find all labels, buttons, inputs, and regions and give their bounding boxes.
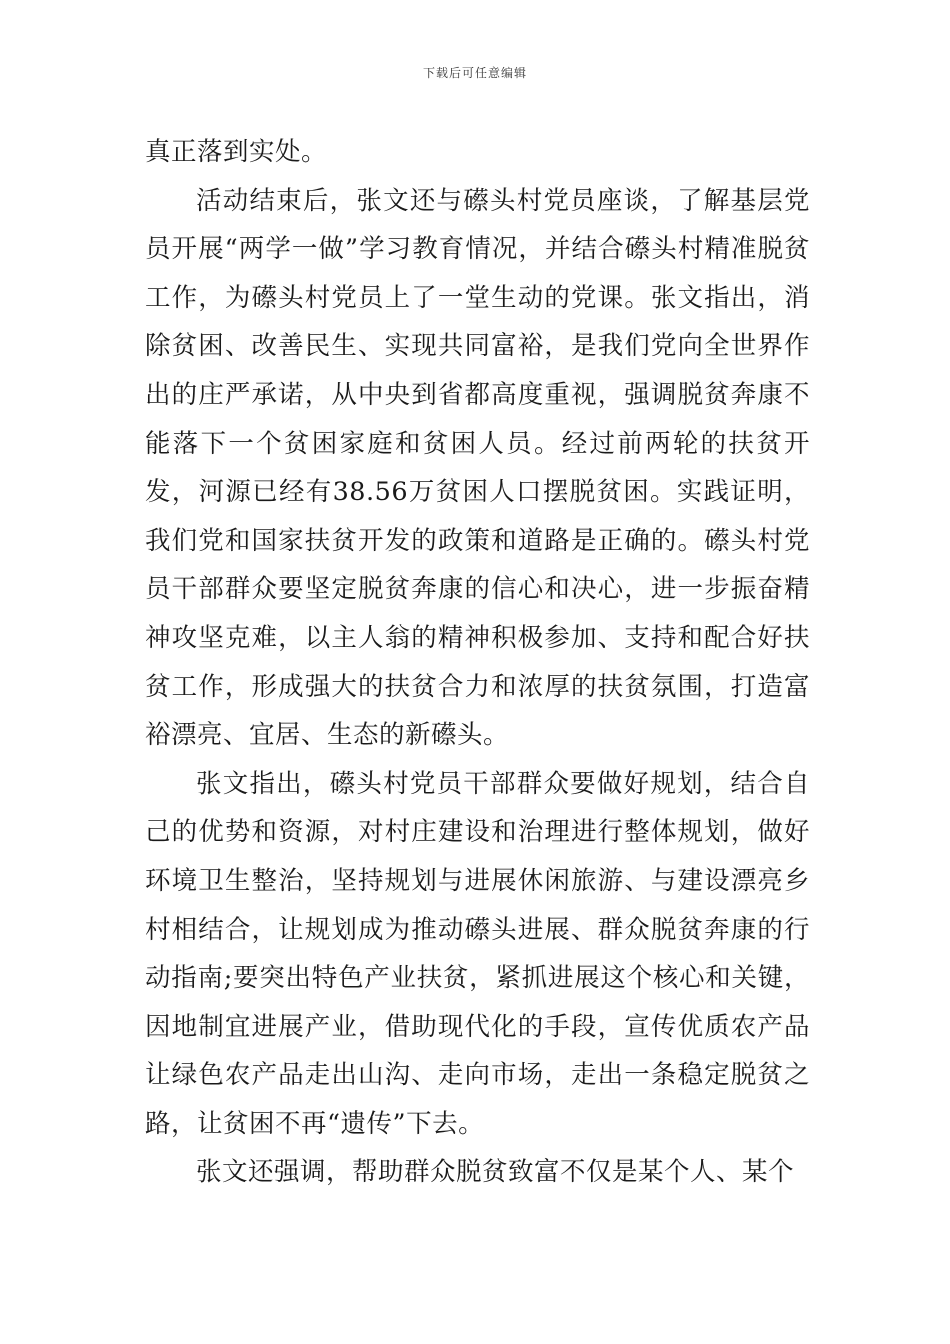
paragraph-continuation: 真正落到实处。 [145,137,328,167]
paragraph: 张文指出，礤头村党员干部群众要做好规划，结合自己的优势和资源，对村庄建设和治理进行整体规划，做好环境卫生整治，坚持规划与进展休闲旅游、与建设漂亮乡村相结合，让规划成为推动礤头进展、群众脱贫奔康的行动指南;要突出特色产业扶贫，紧抓进展这个核心和关键，因地制宜进展产业，借助现代化的手段，宣传优质农产品让绿色农产品走出山沟、走向市场，走出一条稳定脱贫之路，让贫困不再“遗传”下去。 [145,768,810,1139]
page-header-note: 下载后可任意编辑 [422,66,527,80]
paragraph: 张文还强调，帮助群众脱贫致富不仅是某个人、某个 [196,1157,795,1188]
paragraph: 活动结束后，张文还与礤头村党员座谈，了解基层党员开展“两学一做”学习教育情况，并结合礤头村精准脱贫工作，为礤头村党员上了一堂生动的党课。张文指出，消除贫困、改善民生、实现共同富裕，是我们党向全世界作出的庄严承诺，从中央到省都高度重视，强调脱贫奔康不能落下一个贫困家庭和贫困人员。经过前两轮的扶贫开发，河源已经有38.56万贫困人口摆脱贫困。实践证明，我们党和国家扶贫开发的政策和道路是正确的。礤头村党员干部群众要坚定脱贫奔康的信心和决心，进一步振奋精神攻坚克难，以主人翁的精神积极参加、支持和配合好扶贫工作，形成强大的扶贫合力和浓厚的扶贫氛围，打造富裕漂亮、宜居、生态的新礤头。 [145,185,810,751]
document-body [145,128,810,1197]
